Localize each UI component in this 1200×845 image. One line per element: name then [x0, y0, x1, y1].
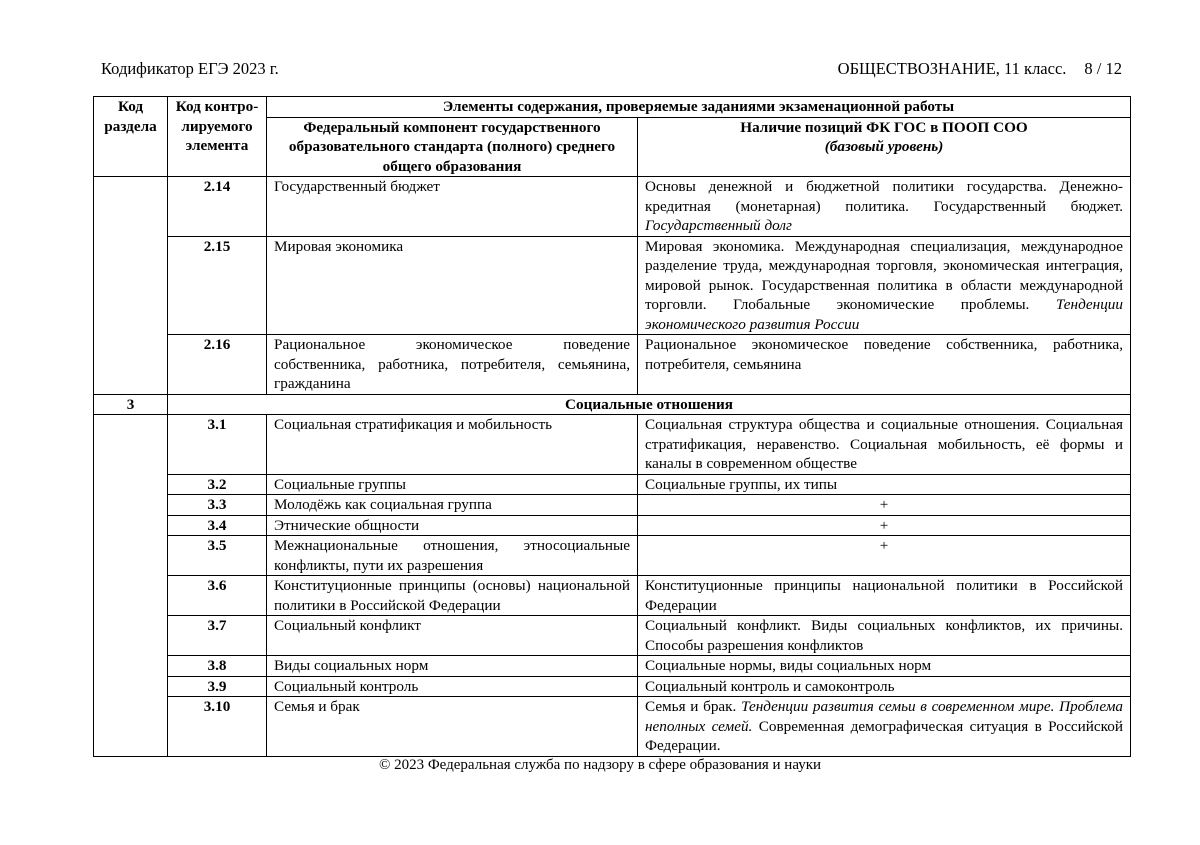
poop-text-end: Современная демографическая ситуация в Российской Федерации.	[645, 717, 1123, 754]
table-row	[94, 676, 1131, 697]
element-code: 3.3	[168, 495, 267, 516]
poop-cell: Социальные нормы, виды социальных норм	[638, 656, 1131, 677]
col-header-poop-level: (базовый уровень)	[824, 138, 944, 155]
element-code: 3.8	[168, 656, 267, 677]
element-code: 3.10	[168, 697, 267, 757]
element-code: 3.6	[168, 576, 267, 616]
element-code: 2.16	[168, 335, 267, 395]
element-code: 3.4	[168, 515, 267, 536]
poop-cell	[638, 697, 1131, 757]
poop-cell	[638, 177, 1131, 237]
poop-italic: Тенденции экономического развития России	[645, 296, 1123, 333]
page-header	[101, 59, 1122, 79]
fk-cell: Рациональное экономическое поведение собственника, работника, потребителя, семьянина, гражданина	[267, 335, 638, 395]
header-right	[838, 59, 1122, 79]
fk-cell: Молодёжь как социальная группа	[267, 495, 638, 516]
table-row	[94, 616, 1131, 656]
table-row	[94, 415, 1131, 475]
fk-cell: Виды социальных норм	[267, 656, 638, 677]
fk-cell: Межнациональные отношения, этносоциальные конфликты, пути их разрешения	[267, 536, 638, 576]
page-footer: © 2023 Федеральная служба по надзору в сфере образования и науки	[378, 757, 822, 773]
element-code: 3.2	[168, 474, 267, 495]
element-code: 3.7	[168, 616, 267, 656]
fk-cell: Социальный контроль	[267, 676, 638, 697]
table-row	[94, 474, 1131, 495]
poop-cell: +	[638, 495, 1131, 516]
section-cell-empty	[94, 415, 168, 757]
col-header-poop-title: Наличие позиций ФК ГОС в ПООП СОО	[740, 118, 1028, 136]
page-number: 8 / 12	[1084, 59, 1122, 78]
poop-cell: +	[638, 515, 1131, 536]
col-header-poop	[638, 117, 1131, 177]
poop-text: Мировая экономика. Международная специализация, международное разделение труда, международная торговля, экономическая интеграция, мировой рынок. Государственная политика в области международной торговли. Глобальные экономические проблемы.	[645, 237, 1123, 313]
element-code: 3.5	[168, 536, 267, 576]
header-left: Кодификатор ЕГЭ 2023 г.	[101, 59, 279, 78]
poop-text: Основы денежной и бюджетной политики государства. Денежно-кредитная (монетарная) политика. Государственный бюджет.	[645, 178, 1123, 215]
poop-text: Семья и брак.	[645, 698, 737, 715]
poop-italic: Государственный долг	[645, 217, 792, 234]
poop-cell: Конституционные принципы национальной политики в Российской Федерации	[638, 576, 1131, 616]
header-subject: ОБЩЕСТВОЗНАНИЕ, 11 класс.	[837, 59, 1067, 78]
fk-cell: Социальные группы	[267, 474, 638, 495]
element-code: 2.15	[168, 236, 267, 335]
poop-cell: Социальный контроль и самоконтроль	[638, 676, 1131, 697]
table-row	[94, 236, 1131, 335]
table-row	[94, 495, 1131, 516]
section-cell-empty	[94, 177, 168, 395]
element-code: 2.14	[168, 177, 267, 237]
table-row	[94, 335, 1131, 395]
fk-cell: Семья и брак	[267, 697, 638, 757]
fk-cell: Этнические общности	[267, 515, 638, 536]
col-header-content: Элементы содержания, проверяемые заданиями экзаменационной работы	[267, 97, 1131, 118]
section-title: Социальные отношения	[168, 394, 1131, 415]
section-code: 3	[94, 394, 168, 415]
poop-cell: Социальная структура общества и социальные отношения. Социальная стратификация, неравенство. Социальная мобильность, её формы и каналы в современном обществе	[638, 415, 1131, 475]
table-row	[94, 177, 1131, 237]
fk-cell: Государственный бюджет	[267, 177, 638, 237]
col-header-fk: Федеральный компонент государственного образовательного стандарта (полного) среднего общего образования	[267, 117, 638, 177]
poop-cell: +	[638, 536, 1131, 576]
poop-cell: Социальный конфликт. Виды социальных конфликтов, их причины. Способы разрешения конфликтов	[638, 616, 1131, 656]
codifier-table	[93, 96, 1131, 757]
table-row	[94, 697, 1131, 757]
table-row	[94, 536, 1131, 576]
table-row	[94, 576, 1131, 616]
table-row	[94, 656, 1131, 677]
poop-italic: Тенденции развития семьи в современном мире. Проблема неполных семей.	[645, 698, 1123, 735]
fk-cell: Социальный конфликт	[267, 616, 638, 656]
poop-cell	[638, 236, 1131, 335]
table-row	[94, 515, 1131, 536]
poop-cell: Социальные группы, их типы	[638, 474, 1131, 495]
fk-cell: Конституционные принципы (основы) национальной политики в Российской Федерации	[267, 576, 638, 616]
element-code: 3.1	[168, 415, 267, 475]
col-header-element: Код контро-лируемого элемента	[168, 97, 267, 177]
element-code: 3.9	[168, 676, 267, 697]
poop-cell: Рациональное экономическое поведение собственника, работника, потребителя, семьянина	[638, 335, 1131, 395]
fk-cell: Социальная стратификация и мобильность	[267, 415, 638, 475]
col-header-section: Код раздела	[94, 97, 168, 177]
section-row	[94, 394, 1131, 415]
fk-cell: Мировая экономика	[267, 236, 638, 335]
